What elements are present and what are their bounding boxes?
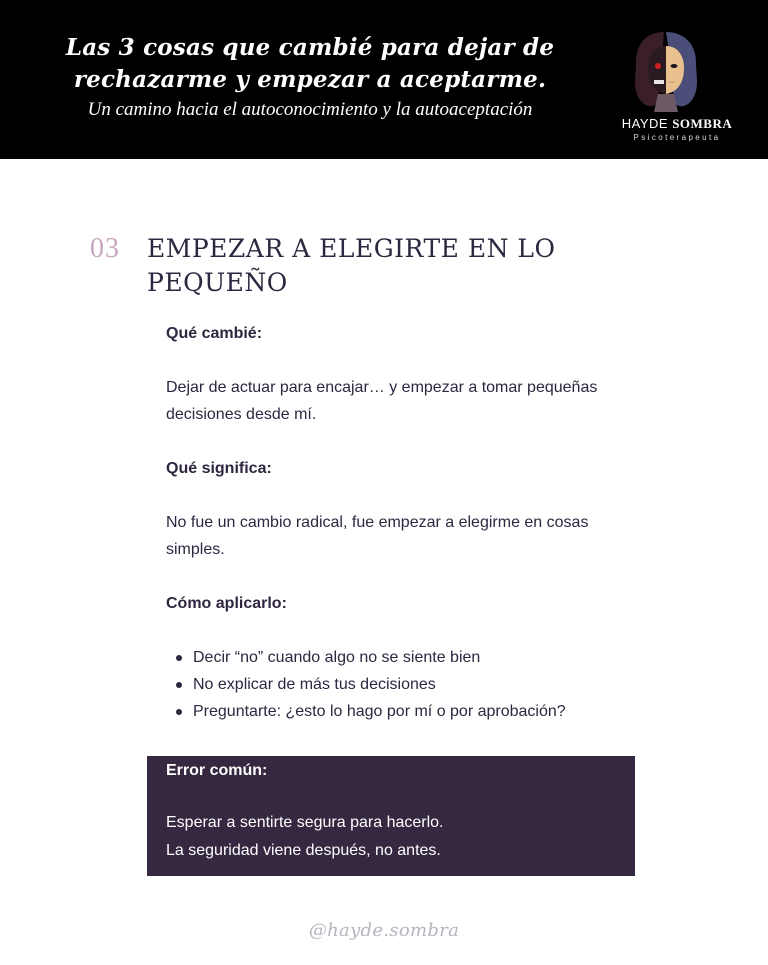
meaning-text	[166, 509, 666, 563]
apply-label: Cómo aplicarlo:	[166, 595, 287, 612]
section-title-line-1: EMPEZAR A ELEGIRTE EN LO	[147, 234, 556, 263]
two-face-woman-portrait-icon	[624, 28, 708, 112]
meaning-label: Qué significa:	[166, 460, 272, 477]
logo-neck	[654, 94, 678, 112]
meaning-line-2: simples.	[166, 541, 225, 558]
what-changed-line-2: decisiones desde mí.	[166, 406, 317, 423]
logo-teeth	[654, 80, 664, 84]
logo-eye	[671, 64, 678, 68]
page-title-line-1: Las 3 cosas que cambié para dejar de	[65, 34, 555, 61]
brand-name-light: HAYDE	[621, 116, 669, 131]
section-content	[166, 320, 666, 725]
what-changed-text	[166, 374, 666, 428]
brand-name-bold: SOMBRA	[672, 116, 733, 131]
meaning-line-1: No fue un cambio radical, fue empezar a elegirme en cosas	[166, 514, 589, 531]
common-error-line-1: Esperar a sentirte segura para hacerlo.	[166, 814, 444, 831]
common-error-line-2: La seguridad viene después, no antes.	[166, 842, 441, 859]
page-title-line-2: rechazarme y empezar a aceptarme.	[73, 66, 547, 93]
what-changed-label: Qué cambié:	[166, 325, 263, 342]
page-subtitle: Un camino hacia el autoconocimiento y la autoaceptación	[87, 99, 533, 120]
common-error-callout	[147, 756, 635, 876]
brand-tagline: Psicoterapeuta	[633, 133, 721, 142]
section-title-line-2: PEQUEÑO	[147, 268, 288, 297]
section-title	[147, 232, 667, 300]
footer-handle: @hayde.sombra	[308, 920, 460, 941]
list-item: Preguntarte: ¿esto lo hago por mí o por aprobación?	[166, 698, 666, 725]
list-item: No explicar de más tus decisiones	[166, 671, 666, 698]
brand-name	[612, 116, 742, 132]
common-error-label: Error común:	[166, 762, 268, 779]
logo-eye-red	[655, 63, 661, 69]
section-number: 03	[90, 233, 120, 264]
what-changed-line-1: Dejar de actuar para encajar… y empezar a tomar pequeñas	[166, 379, 598, 396]
apply-bullet-list	[166, 644, 666, 725]
list-item: Decir “no” cuando algo no se siente bien	[166, 644, 666, 671]
page-title	[30, 32, 590, 96]
header-banner	[0, 0, 768, 159]
